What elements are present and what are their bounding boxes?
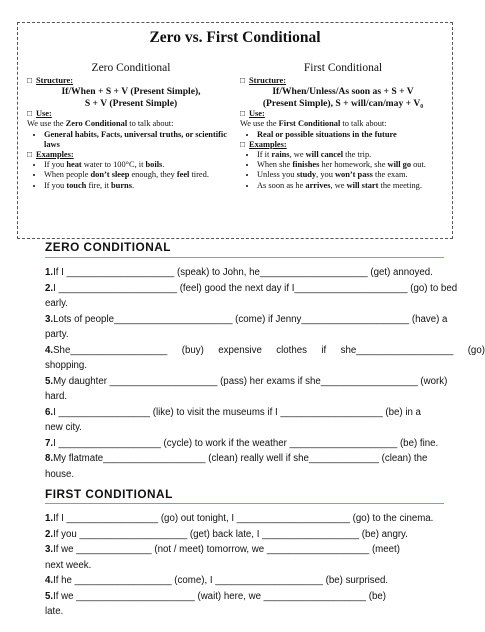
box-icon: □ (27, 109, 33, 119)
exercise-text: If we ______________________ (wait) here, we ___________________ (be) (53, 590, 386, 602)
exercise-text: (buy) (181, 344, 204, 356)
exercise-item (45, 343, 485, 359)
exercise-item (45, 542, 485, 558)
exercise-text: My daughter ____________________ (pass) her exams if she__________________ (work) (53, 375, 448, 387)
exercise-continuation: late. (45, 606, 64, 617)
zero-use-label: □ Use: (27, 109, 52, 119)
exercise-text: expensive (218, 344, 262, 356)
exercise-text: I ___________________ (cycle) to work if the weather ____________________ (be) fine. (53, 437, 439, 449)
first-conditional-column (240, 63, 446, 191)
zero-section-heading: ZERO CONDITIONAL (45, 240, 171, 254)
exercise-text: she__________________ (340, 344, 454, 356)
zero-example: • If you touch fire, it burns. (44, 181, 235, 191)
exercise-item (45, 405, 485, 421)
exercise-text: Lots of people______________________ (come) if Jenny____________________ (have) a (53, 313, 448, 325)
exercise-number: 1. (45, 267, 54, 278)
box-icon: □ (240, 76, 246, 86)
exercise-item (45, 436, 485, 452)
first-use-label: □ Use: (240, 109, 265, 119)
exercise-number: 2. (45, 528, 54, 540)
box-icon: □ (27, 76, 33, 86)
first-use-item: • Real or possible situations in the future (257, 130, 446, 140)
exercise-text: I _________________ (like) to visit the museums if I ___________________ (be) in a (53, 406, 421, 418)
exercise-number: 6. (45, 406, 54, 418)
exercise-continuation: house. (45, 468, 75, 480)
first-example: • When she finishes her homework, she will go out. (257, 160, 446, 170)
exercise-item (45, 374, 485, 390)
exercise-text: If I ____________________ (speak) to John, he____________________ (get) annoyed. (53, 267, 433, 278)
exercise-number: 3. (45, 544, 54, 555)
first-section-divider (45, 503, 444, 504)
zero-formula-2: S + V (Present Simple) (84, 97, 178, 109)
first-example: • As soon as he arrives, we will start the meeting. (257, 181, 446, 191)
exercise-number: 8. (45, 453, 54, 464)
exercise-number: 3. (45, 313, 54, 325)
zero-structure-label: □ Structure: (27, 76, 74, 86)
box-icon: □ (240, 139, 246, 149)
exercise-item (45, 573, 485, 589)
exercise-text: (go) (467, 344, 485, 356)
exercise-number: 7. (45, 437, 54, 449)
exercise-number: 2. (45, 282, 54, 294)
zero-exercise-list (45, 265, 485, 482)
box-icon: □ (27, 150, 33, 160)
exercise-text: if (321, 344, 327, 356)
exercise-text: clothes (276, 344, 307, 356)
exercise-number: 5. (45, 375, 54, 387)
first-section-heading: FIRST CONDITIONAL (45, 487, 173, 501)
exercise-item (45, 451, 485, 467)
exercise-continuation: next week. (45, 559, 92, 571)
exercise-item (45, 281, 485, 297)
first-example: • If it rains, we will cancel the trip. (257, 150, 446, 160)
exercise-item (45, 265, 485, 281)
zero-heading: Zero Conditional (91, 62, 171, 74)
exercise-item (45, 589, 485, 605)
exercise-number: 4. (45, 575, 54, 586)
summary-box (17, 22, 453, 239)
exercise-text: If we ______________ (not / meet) tomorrow, we ___________________ (meet) (53, 544, 400, 555)
first-exercise-list (45, 511, 485, 620)
exercise-text: She__________________ (53, 344, 168, 356)
first-examples-label: □ Examples: (240, 139, 287, 149)
zero-example: • If you heat water to 100°C, it boils. (44, 160, 235, 170)
exercise-text: If you ____________________ (get) back late, I __________________ (be) angry. (53, 528, 408, 540)
zero-use-item: • General habits, Facts, universal truths, or scientific laws (44, 130, 235, 150)
exercise-continuation: party. (45, 329, 69, 340)
first-use-intro: We use the First Conditional to talk about: (240, 119, 387, 129)
box-icon: □ (240, 109, 246, 119)
exercise-text: My flatmate___________________ (clean) really well if she_____________ (clean) the (53, 453, 428, 464)
zero-examples-label: □ Examples: (27, 150, 74, 160)
first-example: • Unless you study, you won’t pass the exam. (257, 170, 446, 180)
exercise-item (45, 511, 485, 527)
exercise-number: 1. (45, 513, 54, 524)
exercise-continuation: new city. (45, 422, 82, 433)
first-heading: First Conditional (303, 62, 383, 74)
exercise-continuation: early. (45, 298, 68, 309)
zero-formula-1: If/When + S + V (Present Simple), (61, 86, 201, 98)
exercise-number: 5. (45, 590, 54, 602)
first-formula-2: (Present Simple), S + will/can/may + V₀ (262, 97, 424, 109)
exercise-item (45, 527, 485, 543)
exercise-text: If he __________________ (come), I ____________________ (be) surprised. (53, 575, 389, 586)
exercise-item (45, 312, 485, 328)
zero-use-intro: We use the Zero Conditional to talk about: (27, 119, 174, 129)
first-structure-label: □ Structure: (240, 76, 287, 86)
page-title: Zero vs. First Conditional (149, 29, 321, 46)
exercise-text: If I _________________ (go) out tonight, I _____________________ (go) to the cinema. (53, 513, 434, 524)
zero-example: • When people don’t sleep enough, they feel tired. (44, 170, 235, 180)
exercise-number: 4. (45, 344, 54, 356)
exercise-continuation: hard. (45, 391, 68, 402)
first-formula-1: If/When/Unless/As soon as + S + V (272, 86, 414, 98)
zero-conditional-column (27, 63, 235, 191)
exercise-continuation: shopping. (45, 360, 88, 371)
exercise-text: I ______________________ (feel) good the next day if I_____________________ (go) to bed (53, 282, 458, 294)
zero-section-divider (45, 257, 444, 258)
